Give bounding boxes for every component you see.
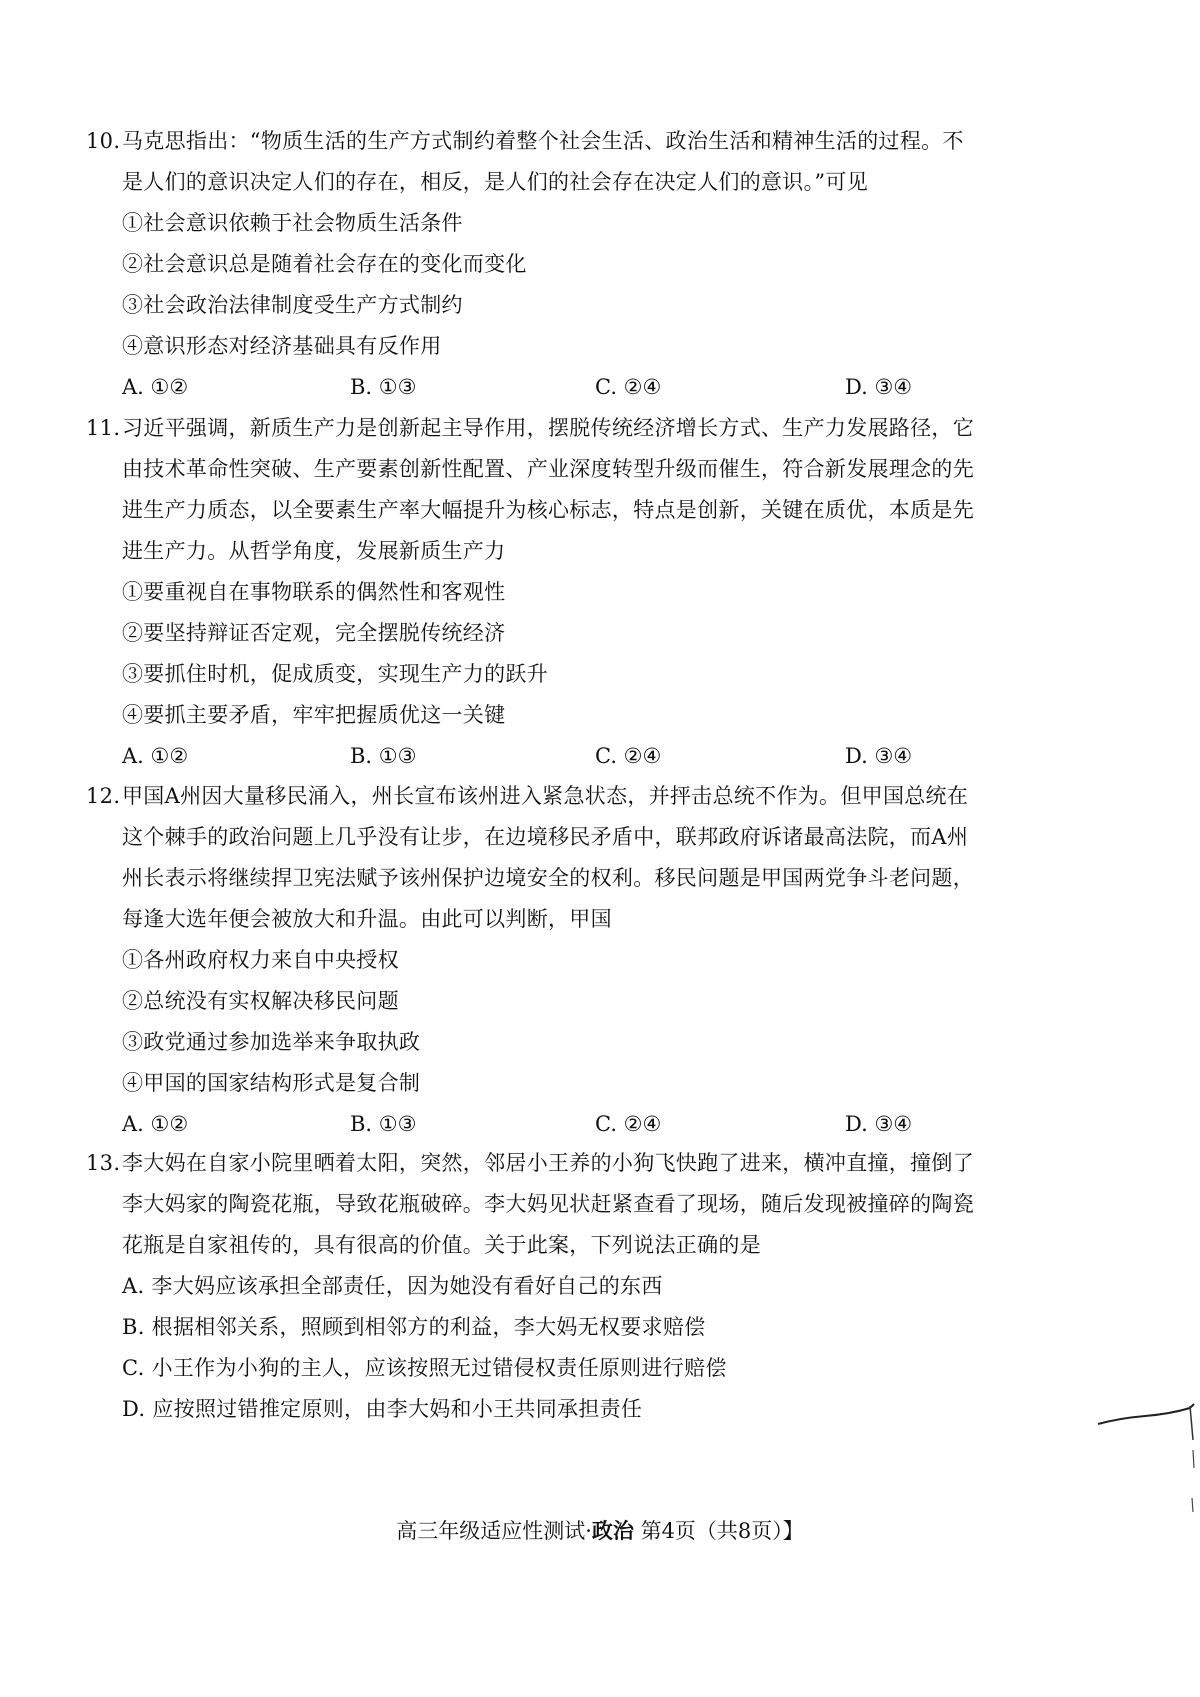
- question-stem-line: 李大妈家的陶瓷花瓶，导致花瓶破碎。李大妈见状赶紧查看了现场，随后发现被撞碎的陶瓷: [122, 1192, 974, 1216]
- footer-exam-name: 高三年级适应性测试·: [396, 1519, 592, 1543]
- question-stem-line: 州长表示将继续捍卫宪法赋予该州保护边境安全的权利。移民问题是甲国两党争斗老问题，: [122, 866, 974, 890]
- question-number: 10.: [86, 129, 121, 153]
- statement-item: ②要坚持辩证否定观，完全摆脱传统经济: [122, 621, 506, 645]
- statement-item: ③政党通过参加选举来争取执政: [122, 1030, 421, 1054]
- choice-a: A. ①②: [122, 744, 189, 768]
- statement-item: ④甲国的国家结构形式是复合制: [122, 1071, 421, 1095]
- choice-c: C. ②④: [595, 744, 662, 768]
- choice-d: D. ③④: [845, 744, 913, 768]
- answer-choices: [86, 367, 1046, 408]
- question-10: [86, 121, 1046, 408]
- option-c: C. 小王作为小狗的主人，应该按照无过错侵权责任原则进行赔偿: [122, 1356, 727, 1380]
- footer-subject: 政治: [591, 1518, 634, 1543]
- question-stem-line: 进生产力质态，以全要素生产率大幅提升为核心标志，特点是创新，关键在质优，本质是先: [122, 498, 974, 522]
- statement-item: ②社会意识总是随着社会存在的变化而变化: [122, 252, 527, 276]
- choice-b: B. ①③: [350, 744, 417, 768]
- statement-item: ①各州政府权力来自中央授权: [122, 948, 399, 972]
- question-12: [86, 776, 1046, 1145]
- option-a: A. 李大妈应该承担全部责任，因为她没有看好自己的东西: [122, 1274, 663, 1298]
- statement-item: ④意识形态对经济基础具有反作用: [122, 334, 442, 358]
- question-11: [86, 408, 1046, 777]
- option-b: B. 根据相邻关系，照顾到相邻方的利益，李大妈无权要求赔偿: [122, 1315, 706, 1339]
- question-stem-line: 每逢大选年便会被放大和升温。由此可以判断，甲国: [122, 907, 612, 931]
- choice-b: B. ①③: [350, 375, 417, 399]
- question-stem-line: [86, 408, 1046, 449]
- statement-item: ②总统没有实权解决移民问题: [122, 989, 399, 1013]
- question-stem-line: [86, 1143, 1046, 1184]
- option-d: D. 应按照过错推定原则，由李大妈和小王共同承担责任: [122, 1397, 643, 1421]
- question-stem-line: 是人们的意识决定人们的存在，相反，是人们的社会存在决定人们的意识。”可见: [122, 170, 869, 194]
- answer-choices: [86, 736, 1046, 777]
- choice-c: C. ②④: [595, 375, 662, 399]
- statement-item: ①要重视自在事物联系的偶然性和客观性: [122, 580, 506, 604]
- choice-a: A. ①②: [122, 1112, 189, 1136]
- choice-b: B. ①③: [350, 1112, 417, 1136]
- answer-choices: [86, 1104, 1046, 1145]
- question-stem-line: 由技术革命性突破、生产要素创新性配置、产业深度转型升级而催生，符合新发展理念的先: [122, 457, 974, 481]
- question-stem-line: [86, 121, 1046, 162]
- scan-artifact-mark: [1090, 1380, 1200, 1520]
- question-stem-text: 甲国A州因大量移民涌入，州长宣布该州进入紧急状态，并抨击总统不作为。但甲国总统在: [122, 784, 969, 808]
- question-number: 11.: [86, 416, 121, 440]
- statement-item: ③要抓住时机，促成质变，实现生产力的跃升: [122, 662, 548, 686]
- statement-item: ④要抓主要矛盾，牢牢把握质优这一关键: [122, 703, 506, 727]
- question-stem-line: 花瓶是自家祖传的，具有很高的价值。关于此案，下列说法正确的是: [122, 1233, 761, 1257]
- question-stem-text: 习近平强调，新质生产力是创新起主导作用，摆脱传统经济增长方式、生产力发展路径，它: [122, 416, 974, 440]
- choice-c: C. ②④: [595, 1112, 662, 1136]
- question-stem-text: 马克思指出：“物质生活的生产方式制约着整个社会生活、政治生活和精神生活的过程。不: [122, 129, 964, 153]
- question-number: 13.: [86, 1151, 121, 1175]
- question-13: [86, 1143, 1046, 1430]
- question-stem-line: [86, 776, 1046, 817]
- choice-d: D. ③④: [845, 1112, 913, 1136]
- statement-item: ①社会意识依赖于社会物质生活条件: [122, 211, 463, 235]
- choice-d: D. ③④: [845, 375, 913, 399]
- choice-a: A. ①②: [122, 375, 189, 399]
- question-stem-text: 李大妈在自家小院里晒着太阳，突然，邻居小王养的小狗飞快跑了进来，横冲直撞，撞倒了: [122, 1151, 974, 1175]
- question-stem-line: 进生产力。从哲学角度，发展新质生产力: [122, 539, 506, 563]
- question-stem-line: 这个棘手的政治问题上几乎没有让步，在边境移民矛盾中，联邦政府诉诸最高法院，而A州: [122, 825, 969, 849]
- footer-page-number: 第4页（共8页）】: [633, 1519, 804, 1543]
- statement-item: ③社会政治法律制度受生产方式制约: [122, 293, 463, 317]
- page-footer: [0, 1516, 1200, 1546]
- question-number: 12.: [86, 784, 121, 808]
